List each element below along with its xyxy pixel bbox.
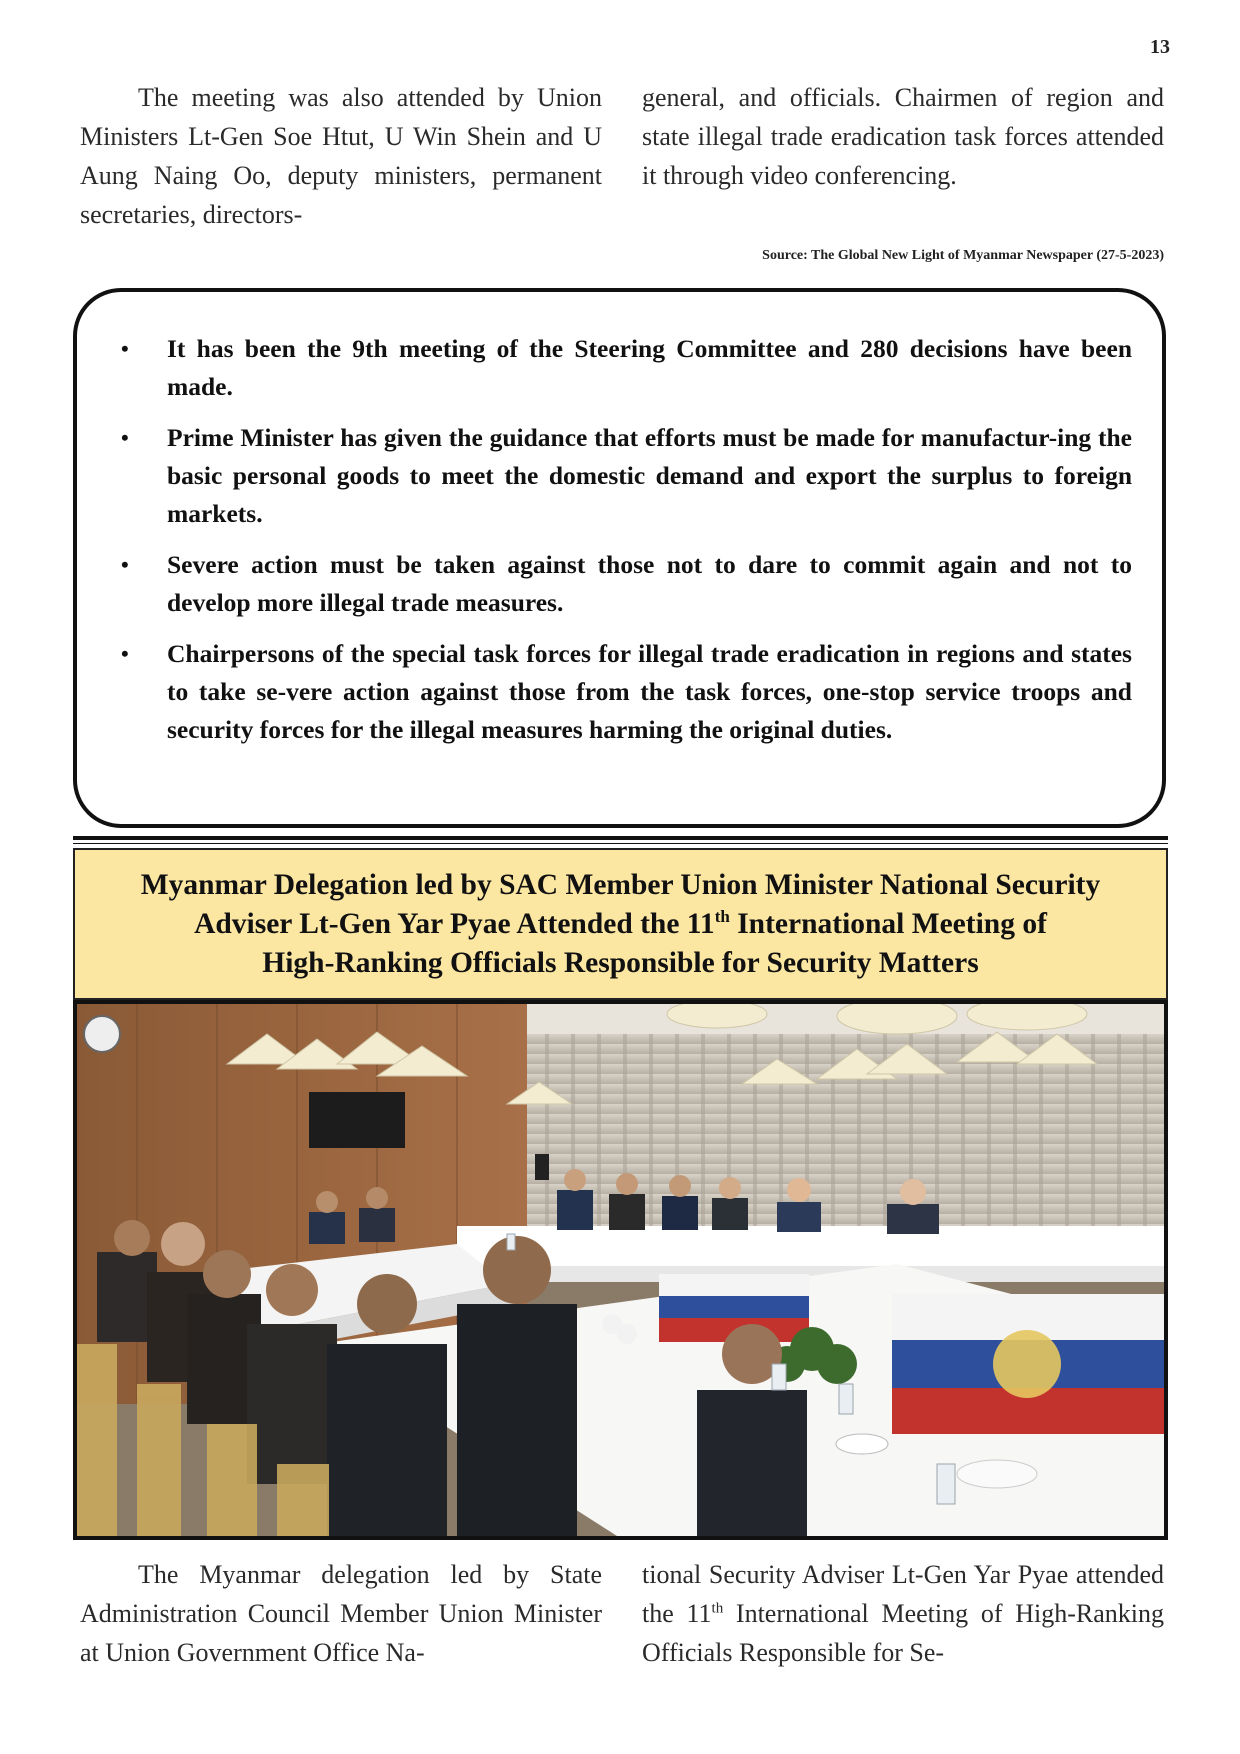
article-bottom-right-column <box>642 1555 1164 1672</box>
meeting-room-illustration <box>77 1004 1164 1536</box>
article-text: International Meeting of High-Ranking Officials Responsible for Se- <box>642 1599 1164 1667</box>
headline-superscript: th <box>714 906 730 926</box>
headline <box>141 866 1101 983</box>
article-top-left-column <box>80 78 602 234</box>
summary-box <box>73 288 1166 828</box>
article-superscript: th <box>711 1600 724 1617</box>
article-paragraph: general, and officials. Chairmen of region and state illegal trade eradication task forces attended it through video conferencing. <box>642 83 1164 190</box>
article-top-right-column <box>642 78 1164 195</box>
page-number: 13 <box>1150 36 1170 58</box>
article-bottom-left-column <box>80 1555 602 1672</box>
summary-item <box>103 419 1132 533</box>
bullet-icon: • <box>121 425 129 450</box>
article-text: tional Security Adviser Lt-Gen Yar Pyae attended the 11 <box>642 1560 1164 1628</box>
source-citation: Source: The Global New Light of Myanmar Newspaper (27-5-2023) <box>762 248 1164 263</box>
bullet-icon: • <box>121 336 129 361</box>
summary-item <box>103 635 1132 749</box>
meeting-room-photo <box>73 1000 1168 1540</box>
section-divider <box>73 843 1168 844</box>
summary-list <box>77 292 1162 749</box>
headline-line-2a: Adviser Lt-Gen Yar Pyae Attended the 11 <box>194 907 715 940</box>
headline-line-3: High-Ranking Officials Responsible for Security Matters <box>262 946 979 979</box>
summary-item-text: It has been the 9th meeting of the Steering Committee and 280 decisions have been made. <box>167 334 1132 401</box>
article-paragraph: The Myanmar delegation led by State Administration Council Member Union Minister at Union Government Office Na- <box>80 1560 602 1667</box>
summary-item-text: Chairpersons of the special task forces for illegal trade eradication in regions and states to take se-vere action against those from the task forces, one-stop service troops and security forces for the illegal measures harming the original duties. <box>167 639 1132 744</box>
section-divider <box>73 836 1168 840</box>
headline-box <box>73 848 1168 1000</box>
bullet-icon: • <box>121 641 129 666</box>
summary-item <box>103 546 1132 622</box>
bullet-icon: • <box>121 552 129 577</box>
headline-line-1: Myanmar Delegation led by SAC Member Union Minister National Security <box>140 868 1101 901</box>
article-paragraph: The meeting was also attended by Union Ministers Lt-Gen Soe Htut, U Win Shein and U Aung Naing Oo, deputy ministers, permanent secretaries, directors- <box>80 83 602 229</box>
summary-item <box>103 330 1132 406</box>
summary-item-text: Severe action must be taken against those not to dare to commit again and not to develop more illegal trade measures. <box>167 550 1132 617</box>
article-paragraph <box>642 1555 1164 1672</box>
summary-item-text: Prime Minister has given the guidance that efforts must be made for manufactur-ing the basic personal goods to meet the domestic demand and export the surplus to foreign markets. <box>167 423 1132 528</box>
headline-line-2b: International Meeting of <box>729 907 1047 940</box>
